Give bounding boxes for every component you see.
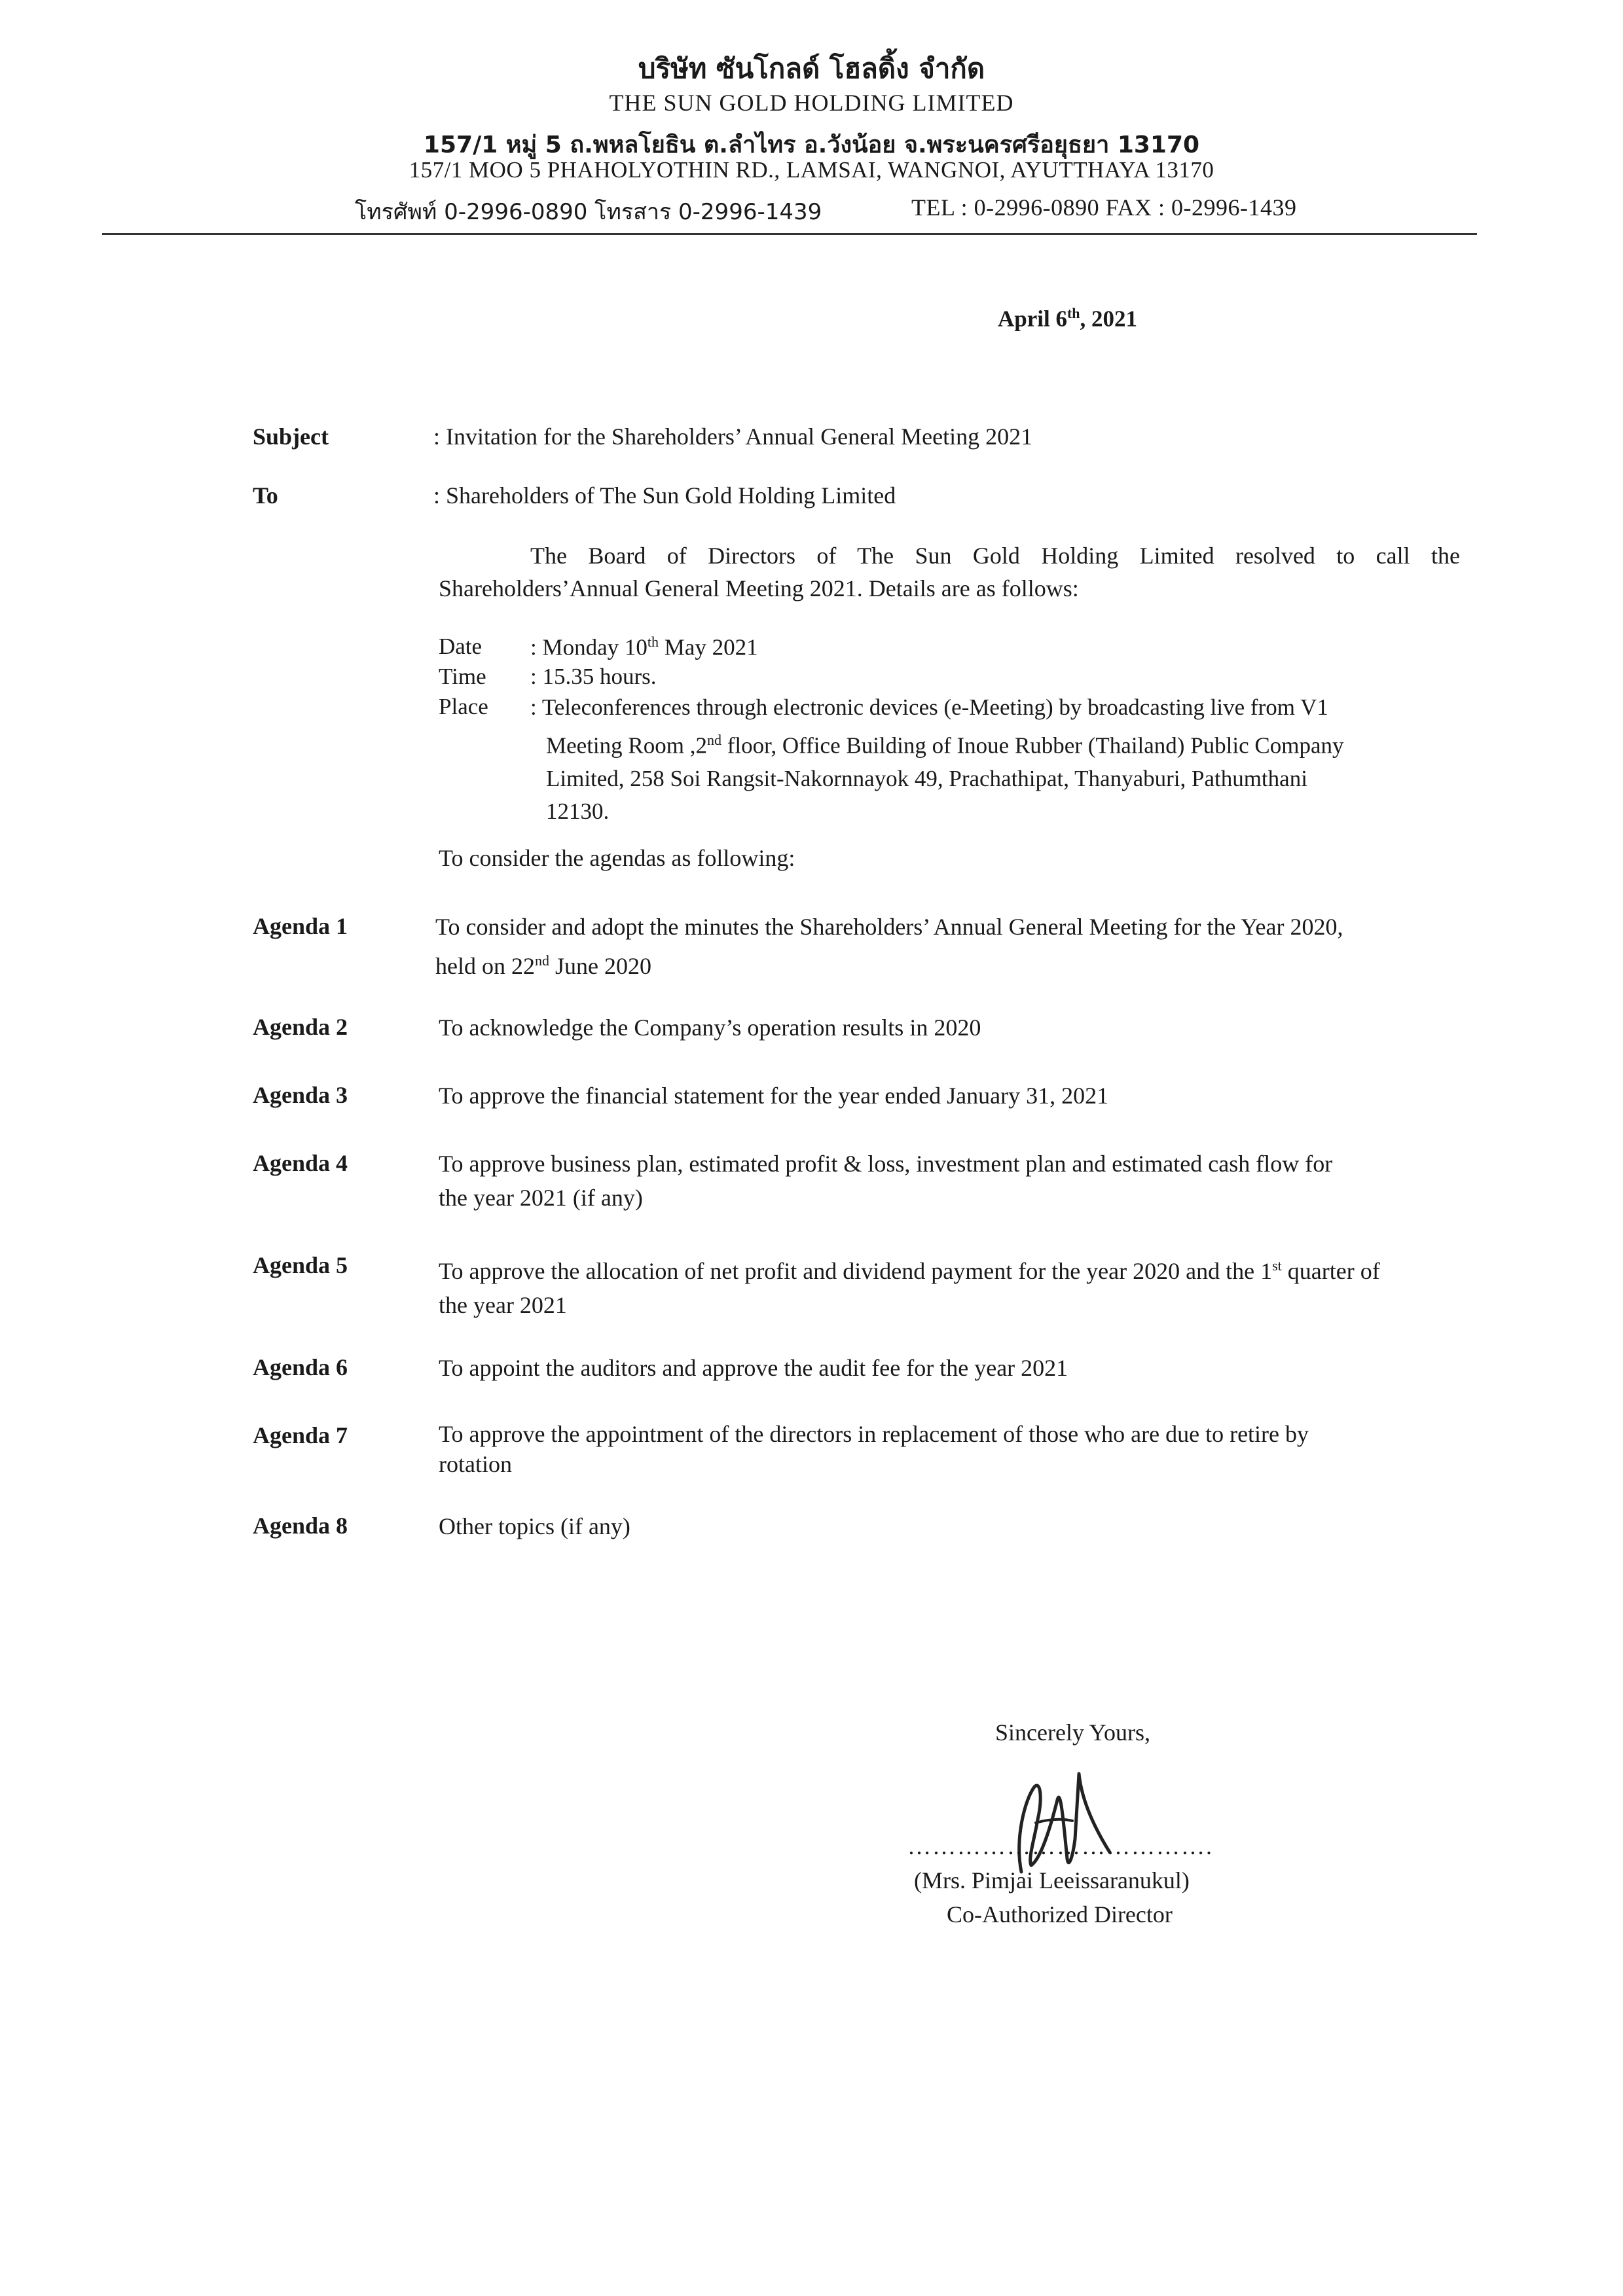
agenda-3-label: Agenda 3 (253, 1082, 348, 1108)
agenda-8-label: Agenda 8 (253, 1513, 348, 1539)
contact-line (0, 194, 1623, 226)
agenda-6-text: To appoint the auditors and approve the audit fee for the year 2021 (439, 1355, 1068, 1381)
contact-english: TEL : 0-2996-0890 FAX : 0-2996-1439 (911, 194, 1297, 221)
agenda-6-label: Agenda 6 (253, 1354, 348, 1380)
agenda-5-label: Agenda 5 (253, 1252, 348, 1278)
agenda-4-label: Agenda 4 (253, 1150, 348, 1176)
company-name-thai: บริษัท ซันโกลด์ โฮลดิ้ง จำกัด (638, 52, 985, 84)
contact-thai: โทรศัพท์ 0-2996-0890 โทรสาร 0-2996-1439 (355, 199, 822, 225)
agendas-intro: To consider the agendas as following: (439, 845, 795, 871)
to-label: To (253, 482, 278, 509)
detail-date-label: Date (439, 634, 483, 659)
detail-place-label: Place (439, 694, 488, 719)
subject-label: Subject (253, 423, 329, 450)
header-divider (102, 233, 1477, 235)
agenda-1-text: To consider and adopt the minutes the Shareholders’ Annual General Meeting for the Year 2020, held on 22nd June 2020 (435, 914, 1343, 979)
agenda-2-text: To acknowledge the Company’s operation results in 2020 (439, 1014, 981, 1041)
detail-place-value: : Teleconferences through electronic devices (e-Meeting) by broadcasting live from V1 Meeting Room ,2nd floor, Office Building of Inoue Rubber (Thailand) Public Company Limited, 258 Soi Rangsit-Nakornnayok 49, Prachathipat, Thanyaburi, Pathumthani 12130. (530, 694, 1344, 824)
agenda-5-text: To approve the allocation of net profit and dividend payment for the year 2020 and the 1st quarter of the year 2021 (439, 1257, 1380, 1318)
to-text: : Shareholders of The Sun Gold Holding Limited (433, 482, 896, 509)
address-english: 157/1 MOO 5 PHAHOLYOTHIN RD., LAMSAI, WANGNOI, AYUTTHAYA 13170 (409, 157, 1214, 183)
agenda-4-text: To approve business plan, estimated profit & loss, investment plan and estimated cash flow for the year 2021 (if any) (439, 1151, 1333, 1211)
signatory-title: Co-Authorized Director (947, 1901, 1173, 1928)
handwritten-signature (995, 1761, 1139, 1878)
address-thai: 157/1 หมู่ 5 ถ.พหลโยธิน ต.ลำไทร อ.วังน้อย จ.พระนครศรีอยุธยา 13170 (423, 132, 1200, 158)
signature-dotted-line: ………………………………. (907, 1833, 1213, 1859)
detail-date-value: : Monday 10th May 2021 (530, 634, 758, 660)
agenda-3-text: To approve the financial statement for the year ended January 31, 2021 (439, 1083, 1109, 1109)
intro-paragraph: The Board of Directors of The Sun Gold Holding Limited resolved to call the Shareholders’Annual General Meeting 2021. Details are as follows: (439, 543, 1460, 601)
closing-salutation: Sincerely Yours, (995, 1719, 1151, 1746)
agenda-8-text: Other topics (if any) (439, 1513, 630, 1539)
subject-text: : Invitation for the Shareholders’ Annual General Meeting 2021 (433, 423, 1033, 450)
company-name-english: THE SUN GOLD HOLDING LIMITED (609, 90, 1014, 116)
detail-time-value: : 15.35 hours. (530, 664, 657, 689)
detail-time-label: Time (439, 664, 486, 689)
signatory-name: (Mrs. Pimjai Leeissaranukul) (914, 1867, 1190, 1893)
agenda-7-label: Agenda 7 (253, 1422, 348, 1448)
agenda-2-label: Agenda 2 (253, 1014, 348, 1040)
agenda-1-label: Agenda 1 (253, 913, 348, 939)
letter-date: April 6th, 2021 (998, 305, 1138, 332)
agenda-7-text: To approve the appointment of the directors in replacement of those who are due to retire by rotation (439, 1421, 1309, 1477)
